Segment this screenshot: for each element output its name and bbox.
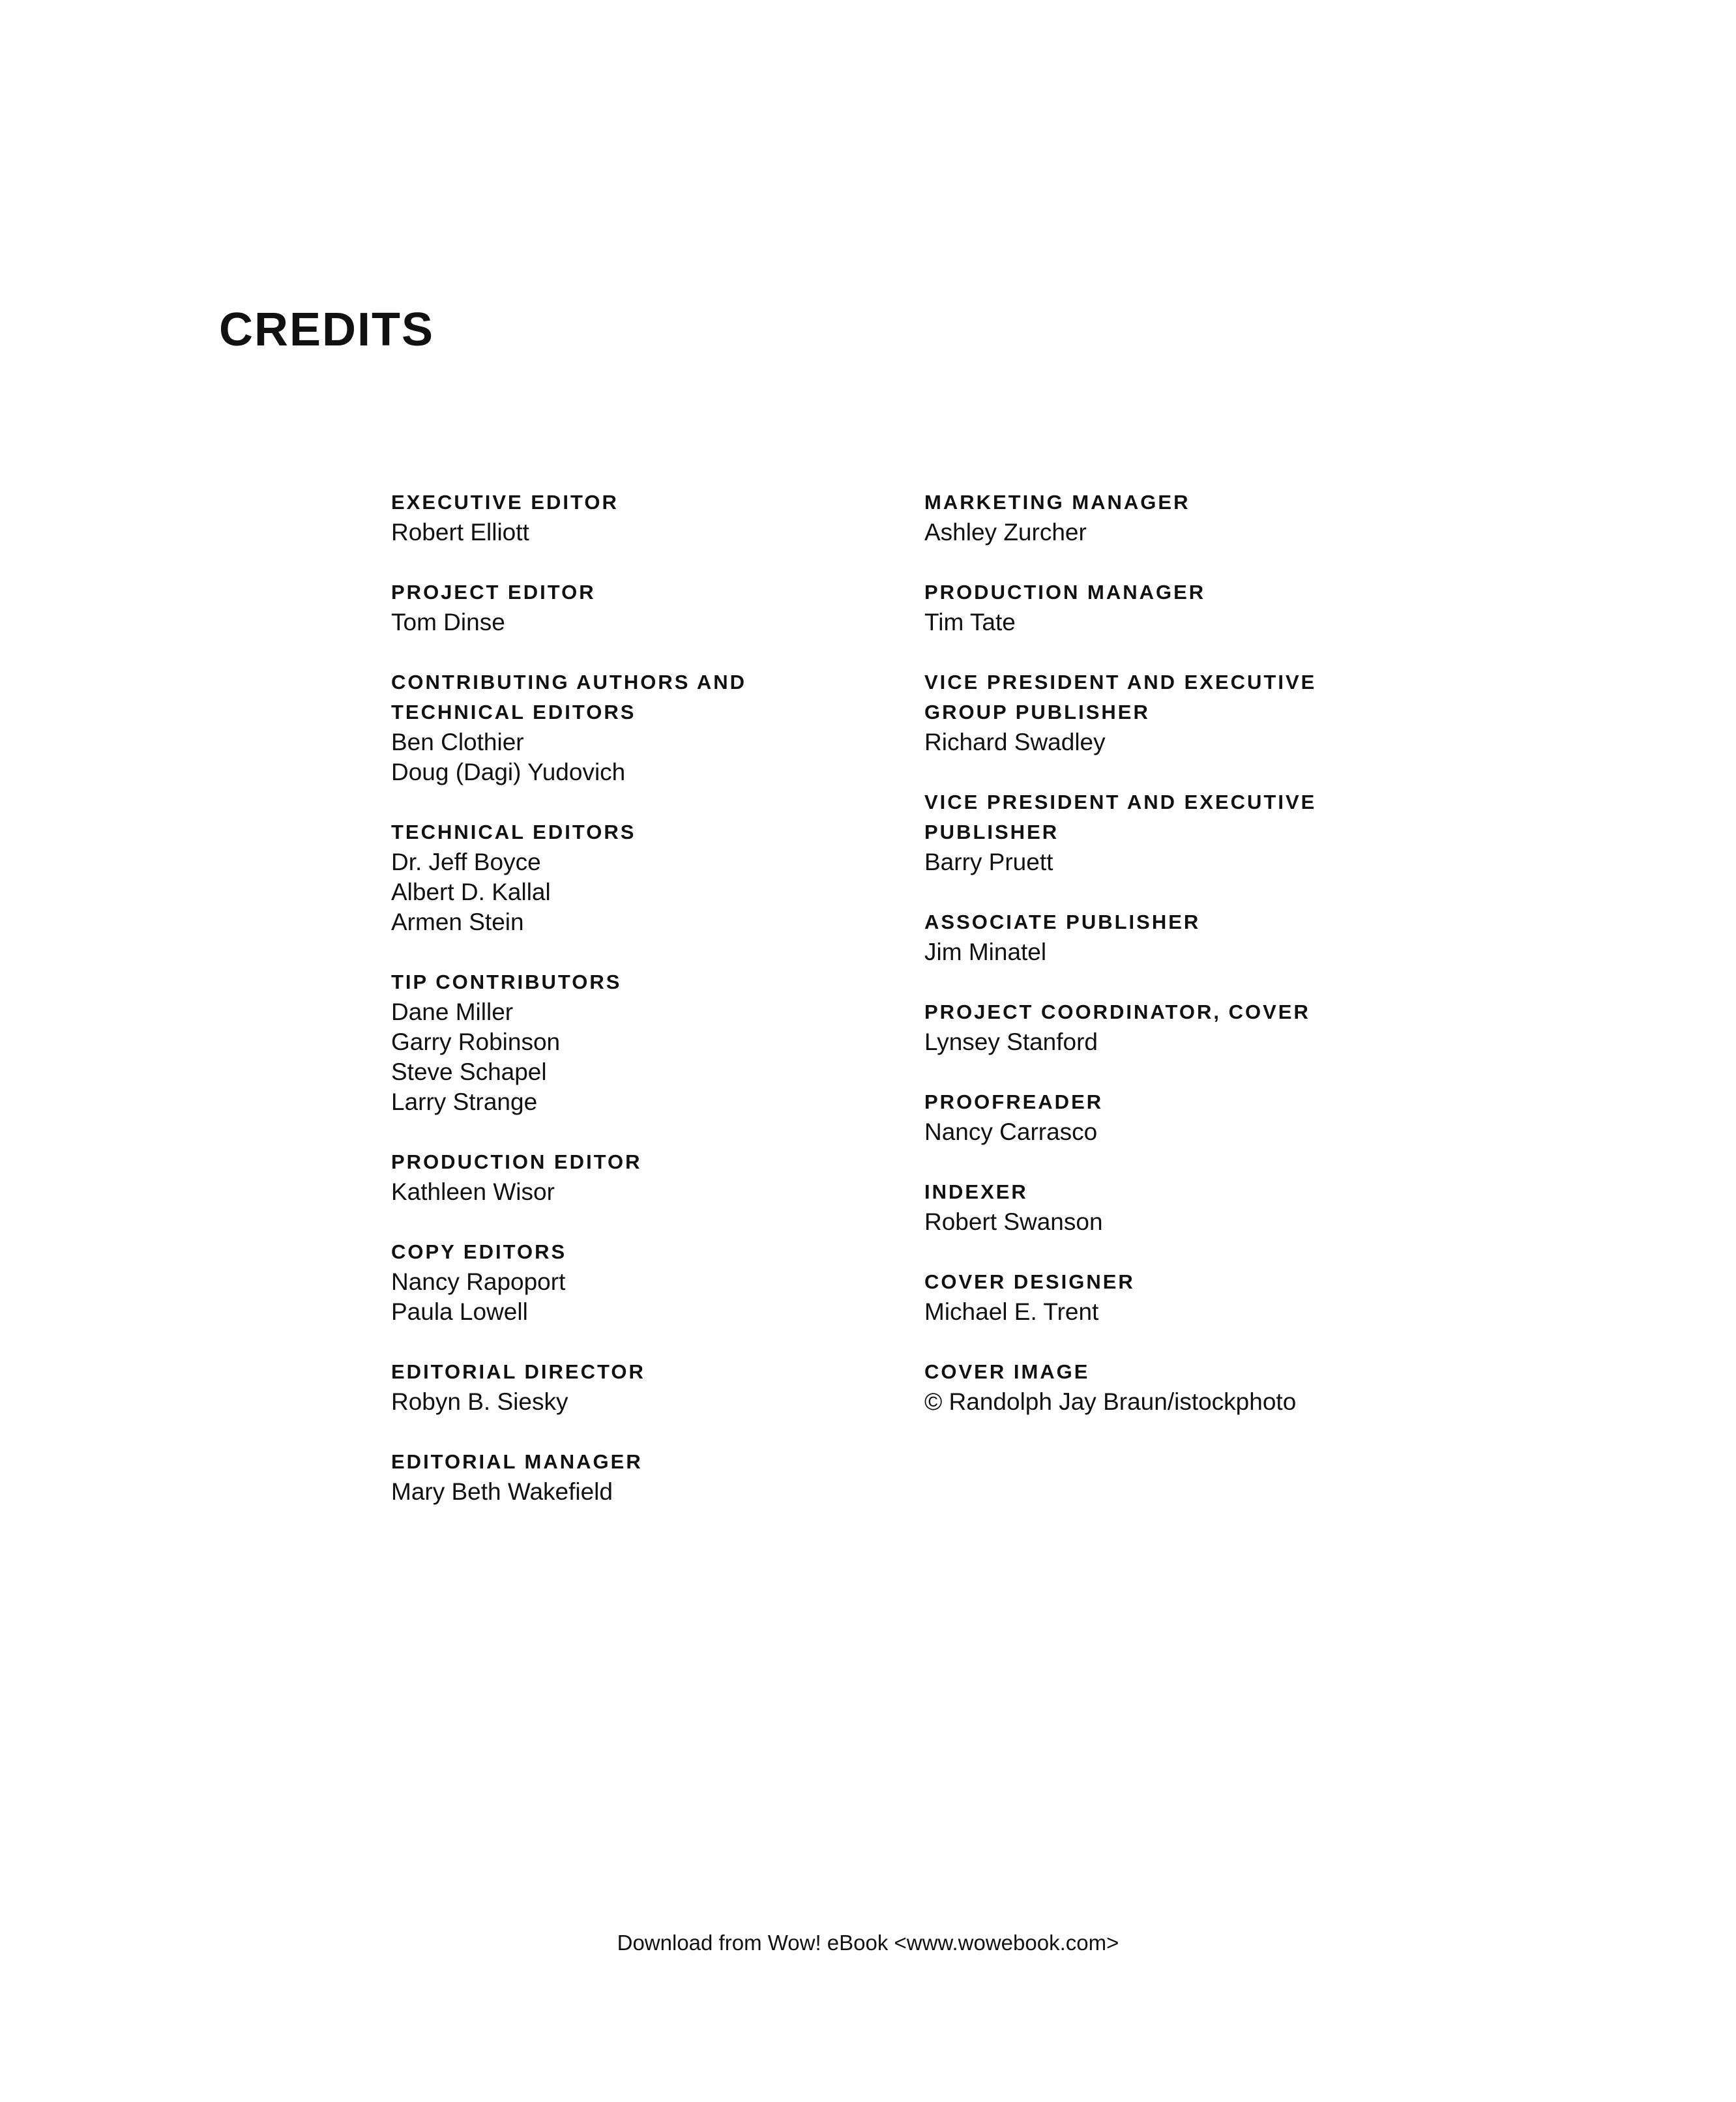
- credit-section: [924, 488, 1511, 547]
- credit-name: Paula Lowell: [391, 1298, 528, 1325]
- credit-section: [391, 967, 887, 1117]
- credit-name: Garry Robinson: [391, 1029, 561, 1055]
- credit-name: Robert Elliott: [391, 519, 529, 546]
- credit-role: CONTRIBUTING AUTHORS AND TECHNICAL EDITORS: [391, 671, 747, 723]
- credit-role: COVER DESIGNER: [924, 1270, 1135, 1293]
- credit-name: Dane Miller: [391, 999, 514, 1025]
- credit-role: EDITORIAL DIRECTOR: [391, 1360, 645, 1383]
- credit-section: [391, 1357, 887, 1417]
- credit-section: [924, 997, 1511, 1057]
- credit-name: Mary Beth Wakefield: [391, 1478, 613, 1505]
- credit-section: [391, 1447, 887, 1507]
- credit-name: Nancy Rapoport: [391, 1268, 566, 1295]
- credit-role: PROOFREADER: [924, 1090, 1104, 1113]
- credits-column-left: [391, 488, 887, 1537]
- credit-role: MARKETING MANAGER: [924, 491, 1190, 514]
- credit-name: Doug (Dagi) Yudovich: [391, 759, 626, 785]
- credit-section: [391, 817, 887, 937]
- credit-section: [391, 667, 887, 787]
- credit-name: Nancy Carrasco: [924, 1118, 1098, 1145]
- credit-section: [924, 787, 1511, 877]
- credit-role: PROJECT EDITOR: [391, 581, 596, 604]
- credit-role: PROJECT COORDINATOR, COVER: [924, 1000, 1310, 1023]
- credit-section: [924, 577, 1511, 637]
- credit-role: COVER IMAGE: [924, 1360, 1090, 1383]
- credit-name: Richard Swadley: [924, 729, 1106, 755]
- credit-name: Tom Dinse: [391, 609, 505, 635]
- credit-role: ASSOCIATE PUBLISHER: [924, 911, 1201, 933]
- credit-section: [391, 1237, 887, 1327]
- credit-role: INDEXER: [924, 1180, 1028, 1203]
- credit-name: Kathleen Wisor: [391, 1178, 555, 1205]
- credit-section: [391, 488, 887, 547]
- credit-role: TECHNICAL EDITORS: [391, 821, 636, 843]
- credit-name: Tim Tate: [924, 609, 1016, 635]
- credit-name: Ashley Zurcher: [924, 519, 1087, 546]
- credit-name: Robyn B. Siesky: [391, 1388, 568, 1415]
- credit-section: [924, 1267, 1511, 1327]
- credit-section: [924, 1087, 1511, 1147]
- credit-name: Robert Swanson: [924, 1208, 1103, 1235]
- credit-role: PRODUCTION EDITOR: [391, 1150, 642, 1173]
- credit-section: [924, 1177, 1511, 1237]
- credit-section: [924, 907, 1511, 967]
- credit-name: © Randolph Jay Braun/istockphoto: [924, 1388, 1297, 1415]
- page-title: CREDITS: [219, 304, 435, 356]
- credit-role: EXECUTIVE EDITOR: [391, 491, 619, 514]
- credit-section: [924, 667, 1511, 757]
- credit-role: TIP CONTRIBUTORS: [391, 971, 622, 993]
- credit-name: Steve Schapel: [391, 1058, 547, 1085]
- credit-name: Larry Strange: [391, 1088, 538, 1115]
- credit-section: [391, 1147, 887, 1207]
- credit-name: Barry Pruett: [924, 849, 1053, 875]
- credit-name: Dr. Jeff Boyce: [391, 849, 541, 875]
- credit-name: Armen Stein: [391, 909, 524, 935]
- footer-download-note: Download from Wow! eBook <www.wowebook.com>: [617, 1931, 1119, 1955]
- credit-name: Albert D. Kallal: [391, 879, 551, 905]
- credit-role: EDITORIAL MANAGER: [391, 1450, 643, 1473]
- credit-name: Lynsey Stanford: [924, 1029, 1098, 1055]
- credit-role: VICE PRESIDENT AND EXECUTIVE PUBLISHER: [924, 791, 1317, 843]
- credit-role: COPY EDITORS: [391, 1240, 567, 1263]
- credit-name: Michael E. Trent: [924, 1298, 1099, 1325]
- credit-role: VICE PRESIDENT AND EXECUTIVE GROUP PUBLISHER: [924, 671, 1317, 723]
- credit-role: PRODUCTION MANAGER: [924, 581, 1206, 604]
- credit-section: [391, 577, 887, 637]
- credit-name: Ben Clothier: [391, 729, 524, 755]
- credits-column-right: [924, 488, 1511, 1447]
- credit-name: Jim Minatel: [924, 939, 1047, 965]
- credit-section: [924, 1357, 1511, 1417]
